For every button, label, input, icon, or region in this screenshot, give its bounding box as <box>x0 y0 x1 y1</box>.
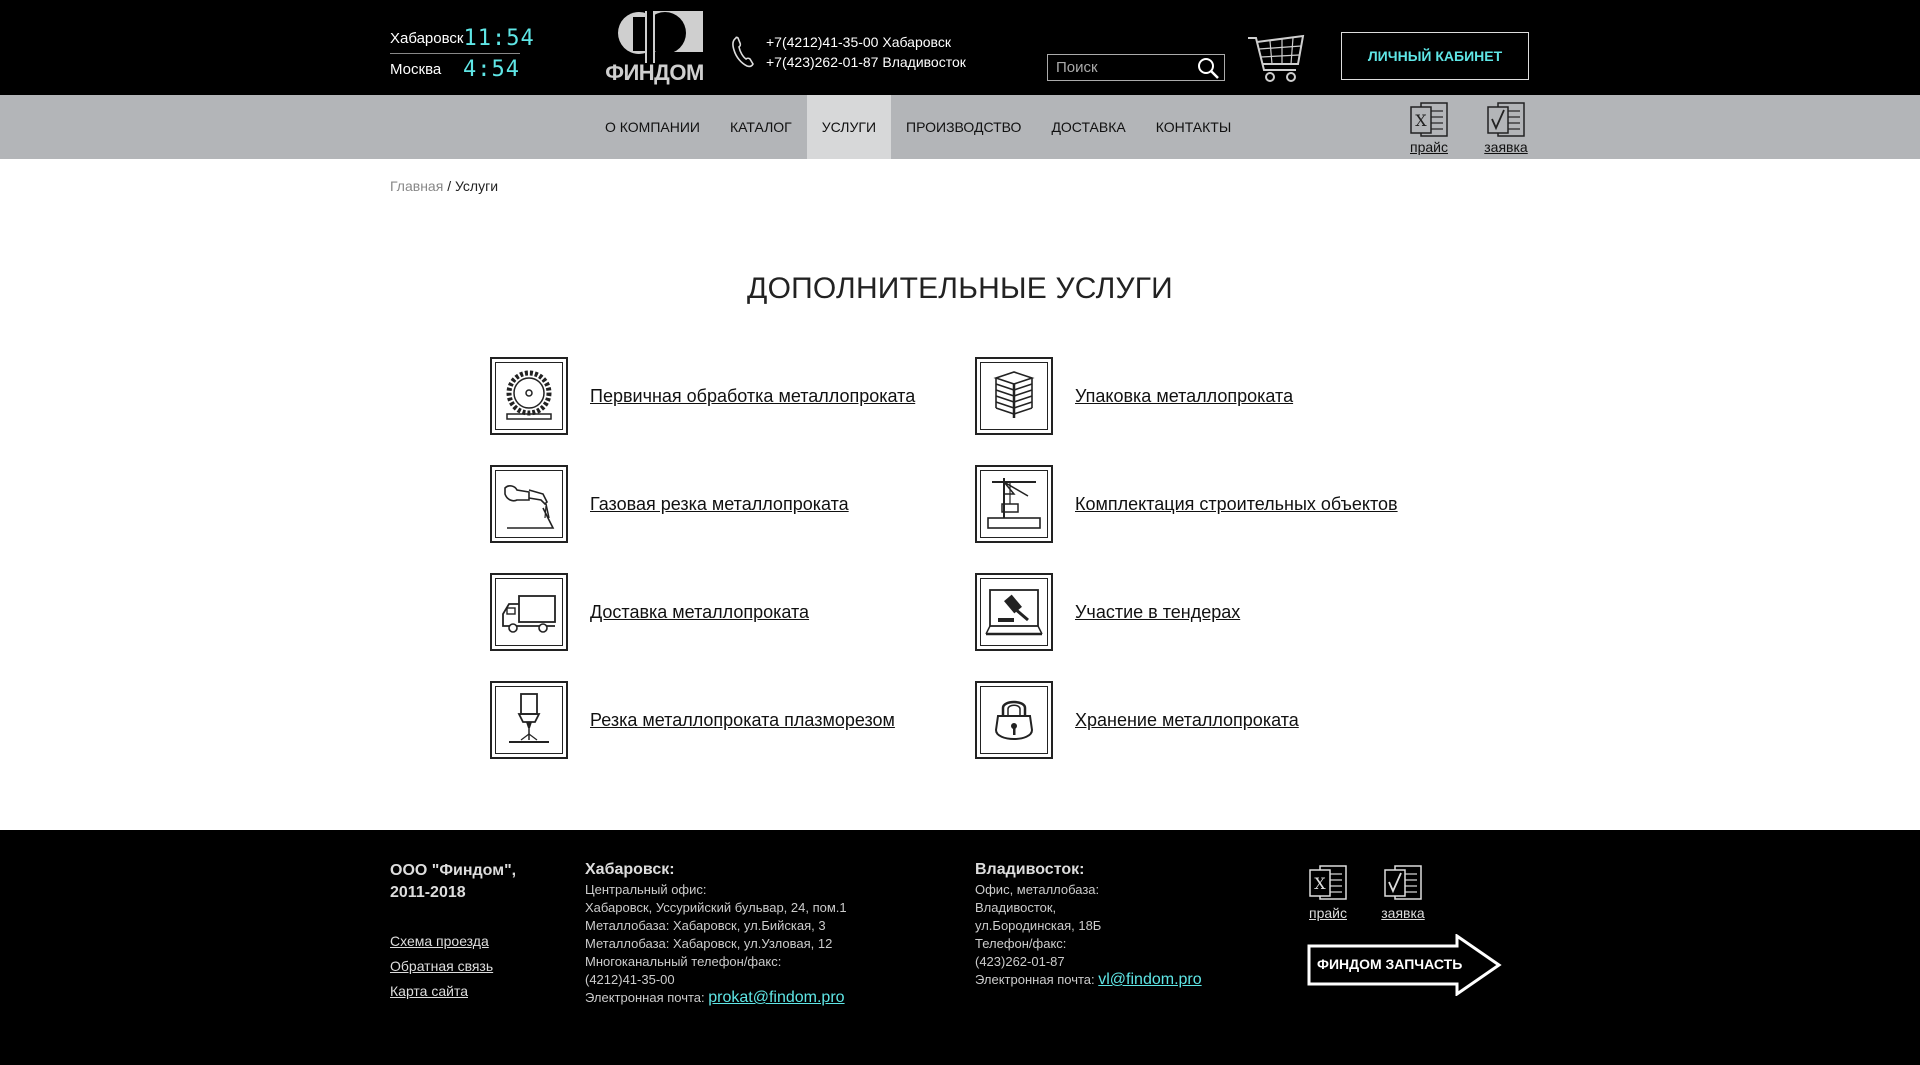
service-item[interactable] <box>490 681 895 759</box>
footer-vladivostok <box>975 860 1202 989</box>
logo[interactable] <box>603 11 706 86</box>
address-line: Центральный офис: <box>585 882 707 897</box>
company-years: 2011-2018 <box>390 884 466 901</box>
email-label: Электронная почта: <box>975 972 1095 987</box>
service-link[interactable]: Хранение металлопроката <box>1075 709 1299 730</box>
logo-emblem-icon <box>603 11 706 63</box>
address-line: Металлобаза: Хабаровск, ул.Бийская, 3 <box>585 918 826 933</box>
clock-moscow <box>390 54 520 84</box>
footer-price-label: прайс <box>1309 905 1347 921</box>
email-label: Электронная почта: <box>585 990 705 1005</box>
khabarovsk-title: Хабаровск: <box>585 861 675 878</box>
email-link-khabarovsk[interactable]: prokat@findom.pro <box>708 989 845 1006</box>
service-item[interactable] <box>490 465 849 543</box>
footer-link-sitemap[interactable]: Карта сайта <box>390 983 468 999</box>
service-item[interactable] <box>975 573 1240 651</box>
request-doc-icon <box>1484 99 1528 139</box>
service-link[interactable]: Газовая резка металлопроката <box>590 493 849 514</box>
service-link[interactable]: Участие в тендерах <box>1075 601 1241 622</box>
saw-blade-icon[interactable] <box>490 357 568 435</box>
email-row <box>975 971 1202 989</box>
clock-khabarovsk <box>390 24 535 54</box>
breadcrumb <box>390 178 498 194</box>
footer-company <box>390 860 516 904</box>
vladivostok-title: Владивосток: <box>975 861 1085 878</box>
nav-item-about[interactable]: О КОМПАНИИ <box>605 119 700 135</box>
nav-item-catalog[interactable]: КАТАЛОГ <box>729 119 792 135</box>
search-input[interactable] <box>1048 59 1196 76</box>
page-title: ДОПОЛНИТЕЛЬНЫЕ УСЛУГИ <box>747 272 1173 305</box>
logo-text: ФИНДОМ <box>605 60 704 85</box>
address-line: (423)262-01-87 <box>975 954 1065 969</box>
nav-item-contacts[interactable]: КОНТАКТЫ <box>1155 119 1232 135</box>
footer-request-link[interactable] <box>1378 862 1428 921</box>
clock-city: Хабаровск <box>390 30 464 47</box>
search-box <box>1047 54 1225 81</box>
address-line: Владивосток, <box>975 900 1057 915</box>
nav-item-services[interactable]: УСЛУГИ <box>807 95 891 159</box>
request-label: заявка <box>1484 139 1528 155</box>
address-line: (4212)41-35-00 <box>585 972 675 987</box>
personal-account-button[interactable]: ЛИЧНЫЙ КАБИНЕТ <box>1341 32 1529 80</box>
header-phones <box>730 32 966 72</box>
service-item[interactable] <box>975 357 1293 435</box>
clock-time: 11:54 <box>463 26 535 51</box>
clock-time: 4:54 <box>463 56 520 82</box>
request-link[interactable] <box>1481 99 1531 155</box>
service-link[interactable]: Первичная обработка металлопроката <box>590 385 916 406</box>
phone-icon <box>730 35 756 69</box>
crane-icon[interactable] <box>975 465 1053 543</box>
service-item[interactable] <box>490 357 915 435</box>
address-line: Офис, металлобаза: <box>975 882 1100 897</box>
gavel-icon[interactable] <box>975 573 1053 651</box>
address-line: ул.Бородинская, 18Б <box>975 918 1102 933</box>
excel-doc-icon <box>1306 862 1350 902</box>
footer <box>0 830 1920 1065</box>
breadcrumb-home[interactable]: Главная <box>390 178 444 194</box>
truck-icon[interactable] <box>490 573 568 651</box>
address-line: Телефон/факс: <box>975 936 1067 951</box>
footer-khabarovsk <box>585 860 847 1007</box>
clock-city: Москва <box>390 60 442 78</box>
service-link[interactable]: Комплектация строительных объектов <box>1075 493 1398 514</box>
main-nav-bar <box>0 95 1920 159</box>
service-item[interactable] <box>975 465 1398 543</box>
price-list-link[interactable] <box>1404 99 1454 155</box>
plasma-cutter-icon[interactable] <box>490 681 568 759</box>
address-line: Хабаровск, Уссурийский бульвар, 24, пом.1 <box>585 900 847 915</box>
service-item[interactable] <box>975 681 1299 759</box>
request-doc-icon <box>1381 862 1425 902</box>
footer-link-directions[interactable]: Схема проезда <box>390 933 489 949</box>
main-nav <box>590 95 1246 159</box>
top-header <box>0 0 1920 95</box>
svg-text:X: X <box>1415 111 1427 130</box>
clocks <box>390 24 535 84</box>
nav-item-production[interactable]: ПРОИЗВОДСТВО <box>906 119 1022 135</box>
price-label: прайс <box>1410 139 1448 155</box>
phone-vladivostok[interactable]: +7(423)262-01-87 Владивосток <box>766 54 966 70</box>
service-link[interactable]: Упаковка металлопроката <box>1075 385 1294 406</box>
address-line: Металлобаза: Хабаровск, ул.Узловая, 12 <box>585 936 833 951</box>
phone-khabarovsk[interactable]: +7(4212)41-35-00 Хабаровск <box>766 34 951 50</box>
findom-parts-button[interactable] <box>1307 934 1503 996</box>
service-link[interactable]: Доставка металлопроката <box>590 601 810 622</box>
footer-request-label: заявка <box>1381 905 1425 921</box>
email-row <box>585 989 847 1007</box>
nav-item-delivery[interactable]: ДОСТАВКА <box>1051 119 1126 135</box>
findom-parts-label: ФИНДОМ ЗАПЧАСТЬ <box>1317 956 1463 972</box>
footer-price-link[interactable] <box>1303 862 1353 921</box>
company-name: ООО "Финдом", <box>390 862 517 879</box>
gas-torch-icon[interactable] <box>490 465 568 543</box>
cart-icon[interactable] <box>1246 32 1306 84</box>
email-link-vladivostok[interactable]: vl@findom.pro <box>1098 971 1202 988</box>
breadcrumb-separator: / <box>447 178 452 194</box>
excel-doc-icon <box>1407 99 1451 139</box>
padlock-icon[interactable] <box>975 681 1053 759</box>
footer-link-feedback[interactable]: Обратная связь <box>390 958 494 974</box>
search-icon[interactable] <box>1196 56 1220 80</box>
stack-package-icon[interactable] <box>975 357 1053 435</box>
service-link[interactable]: Резка металлопроката плазморезом <box>590 709 895 730</box>
footer-links <box>390 933 493 1008</box>
address-line: Многоканальный телефон/факс: <box>585 954 782 969</box>
breadcrumb-current: Услуги <box>454 178 499 194</box>
service-item[interactable] <box>490 573 809 651</box>
svg-text:X: X <box>1314 874 1326 893</box>
